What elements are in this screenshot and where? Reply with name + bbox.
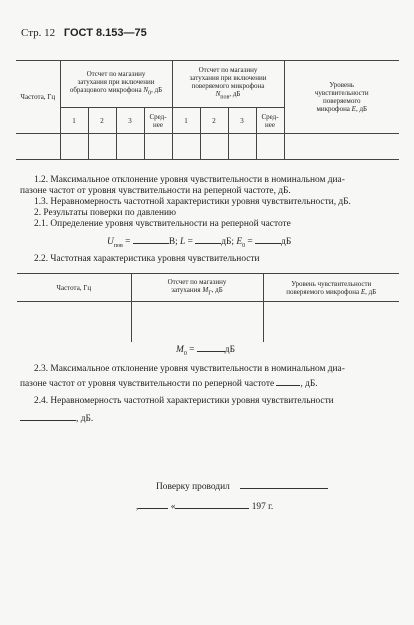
para-2-4-cont: , дБ.	[20, 414, 93, 425]
para-2-2: 2.2. Частотная характеристика уровня чувствительности	[34, 254, 260, 264]
col-header-sensitivity: Уровень чувствительности поверяемого микрофона E, дБ	[263, 274, 399, 302]
para-2-1: 2.1. Определение уровня чувствительности на реперной частоте	[34, 219, 291, 229]
subcol-2: 2	[200, 108, 228, 134]
subcol-average: Сред- нее	[256, 108, 284, 134]
para-1-2: 1.2. Максимальное отклонение уровня чувствительности в номинальном диа-	[34, 175, 345, 185]
col-header-reference-mic: Отсчет по магазину затухания при включении образцового микрофона $N_0$, дБ	[60, 61, 172, 108]
page-header	[21, 27, 147, 39]
page-number: Стр. 12	[21, 27, 56, 39]
subcol-average: Сред- нее	[144, 108, 172, 134]
subcol-2: 2	[88, 108, 116, 134]
para-2-3-cont: пазоне частот от уровня чувствительности по реперной частоте , дБ.	[20, 379, 318, 389]
subcol-3: 3	[228, 108, 256, 134]
para-2-4: 2.4. Неравномерность частотной характеристики уровня чувствительности	[34, 396, 334, 406]
signoff-label: Поверку проводил	[156, 482, 328, 493]
measurement-table	[16, 60, 399, 160]
para-2: 2. Результаты поверки по давлению	[34, 208, 176, 218]
standard-number: ГОСТ 8.153—75	[63, 27, 147, 39]
para-1-3: 1.3. Неравномерность частотной характеристики уровня чувствительности, дБ.	[34, 197, 351, 207]
table-row	[16, 134, 399, 160]
date-line: , « 197 г.	[136, 502, 274, 512]
para-1-2-cont: пазоне частот от уровня чувствительности на реперной частоте, дБ.	[20, 186, 291, 196]
frequency-response-table	[17, 273, 399, 342]
subcol-1: 1	[60, 108, 88, 134]
subcol-1: 1	[172, 108, 200, 134]
col-header-tested-mic: Отсчет по магазину затухания при включении поверяемого микрофона $N_{пов}$, дБ	[172, 61, 284, 108]
col-header-frequency: Частота, Гц	[16, 61, 60, 134]
col-header-frequency: Частота, Гц	[17, 274, 131, 302]
para-2-3: 2.3. Максимальное отклонение уровня чувствительности в номинальном диа-	[34, 364, 345, 374]
table-row	[17, 302, 399, 342]
formula-sensitivity: $U_{пов} = В$; L = дБ; $E_0$ = дБ	[107, 237, 292, 249]
col-header-sensitivity: Уровень чувствительности поверяемого микрофона E, дБ	[284, 61, 399, 134]
formula-m0: $M_0$ = дБ	[176, 345, 235, 357]
subcol-3: 3	[116, 108, 144, 134]
col-header-attenuator: Отсчет по магазину затухания $M_Г$, дБ	[131, 274, 263, 302]
